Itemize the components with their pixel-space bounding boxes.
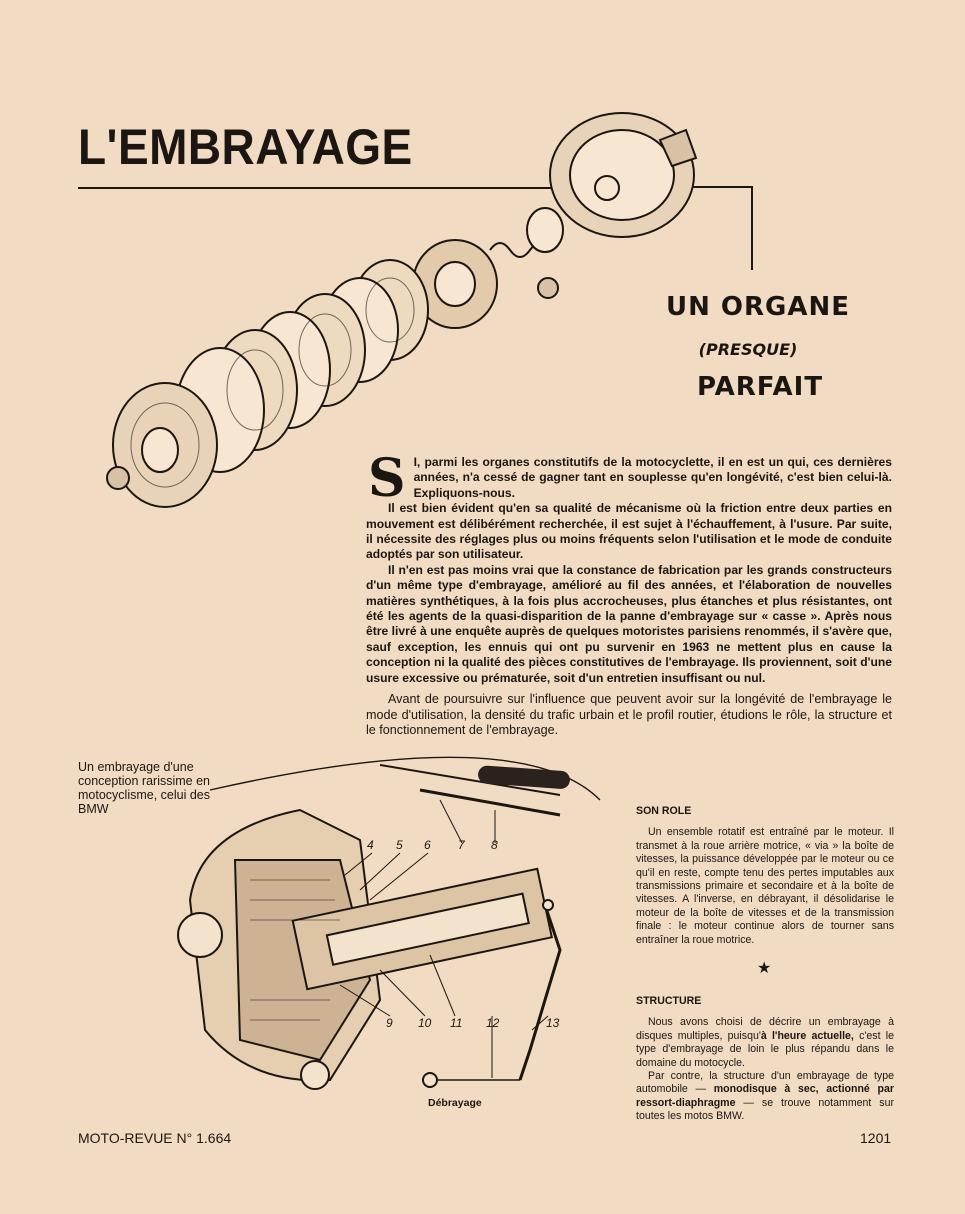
subtitle-line-2: (PRESQUE) [698,340,798,359]
callout-6: 6 [424,838,431,852]
subtitle-line-3: PARFAIT [696,372,824,402]
diagram-label-debrayage: Débrayage [428,1097,482,1109]
callout-9: 9 [386,1016,393,1030]
subtitle-line-1: UN ORGANE [665,292,851,322]
lead-paragraph-4: Avant de poursuivre sur l'influence que peuvent avoir sur la longévité de l'embrayage le mode d'utilisation, la densité du trafic urbain et le profil routier, étudions le rôle, la structure et le fonctionnement de l'embrayage. [366,692,892,737]
page-title: L'EMBRAYAGE [78,119,413,175]
callout-13: 13 [546,1016,560,1030]
section-role [636,805,894,947]
lead-paragraph-3: Il n'en est pas moins vrai que la constance de fabrication par les grands constructeurs d'un même type d'embrayage, amélioré au fil des années, et l'élaboration de nouvelles matières synthétiques, à la fois plus accrocheuses, plus étanches et plus résistantes, ont été les agents de la quasi-disparition de la panne d'embrayage sur « casse ». Après nous être livré à une enquête auprès de quelques motoristes parisiens renommés, il s'avère que, sauf exception, les ennuis qui ont pu survenir en 1963 ne mettent plus en cause la conception ni la qualité des pièces constitutives de l'embrayage. Ils proviennent, soit d'une usure excessive ou prématurée, soit d'un entretien insuffisant ou nul. [366,562,892,685]
role-heading: SON ROLE [636,805,692,817]
figure-caption: Un embrayage d'une conception rarissime en motocyclisme, celui des BMW [78,760,211,816]
lead-paragraph-2: Il est bien évident qu'en sa qualité de mécanisme où la friction entre deux parties en mouvement est délibérément recherchée, il est sujet à l'échauffement, à l'usure. Par suite, il nécessite des réglages plus ou moins fréquents selon l'utilisation et le mode de conduite adoptés par son utilisateur. [366,501,892,562]
callout-7: 7 [458,838,465,852]
callout-12: 12 [486,1016,500,1030]
callout-5: 5 [396,838,403,852]
callout-8: 8 [491,838,498,852]
structure-paragraph-2: Par contre, la structure d'un embrayage de type automobile — monodisque à sec, actionné par ressort-diaphragme — se trouve notamment sur toutes les motos BMW. [636,1070,894,1123]
callout-10: 10 [418,1016,432,1030]
structure-paragraph-1: Nous avons choisi de décrire un embrayage à disques multiples, puisqu'à l'heure actuelle, c'est le type d'embrayage de loin le plus répandu dans le domaine du motocycle. [636,1016,894,1069]
callout-4: 4 [367,838,374,852]
star-separator: ★ [757,960,772,977]
lead-paragraph-1: S I, parmi les organes constitutifs de la motocyclette, il en est un qui, ces dernières années, n'a cessé de gagner tant en souplesse qu'en longévité, c'est bien celui-là. Expliquons-nous. [368,448,892,509]
drop-cap: S [368,448,406,509]
callout-11: 11 [450,1016,463,1030]
section-structure [636,995,894,1124]
role-text: Un ensemble rotatif est entraîné par le moteur. Il transmet à la roue arrière motrice, « via » la boîte de vitesses, la puissance développée par le moteur ou ce qu'il en reste, compte tenu des pertes imputables aux transmissions primaire et secondaire et à la boîte de vitesses. A l'inverse, en débrayant, il désolidarise le moteur de la boîte de vitesses et de la transmission finale : le moteur continue alors de tourner sans entraîner la roue motrice. [636,826,894,946]
footer-magazine-issue: MOTO-REVUE N° 1.664 [78,1130,232,1146]
structure-heading: STRUCTURE [636,995,702,1007]
footer-page-number: 1201 [860,1130,892,1146]
